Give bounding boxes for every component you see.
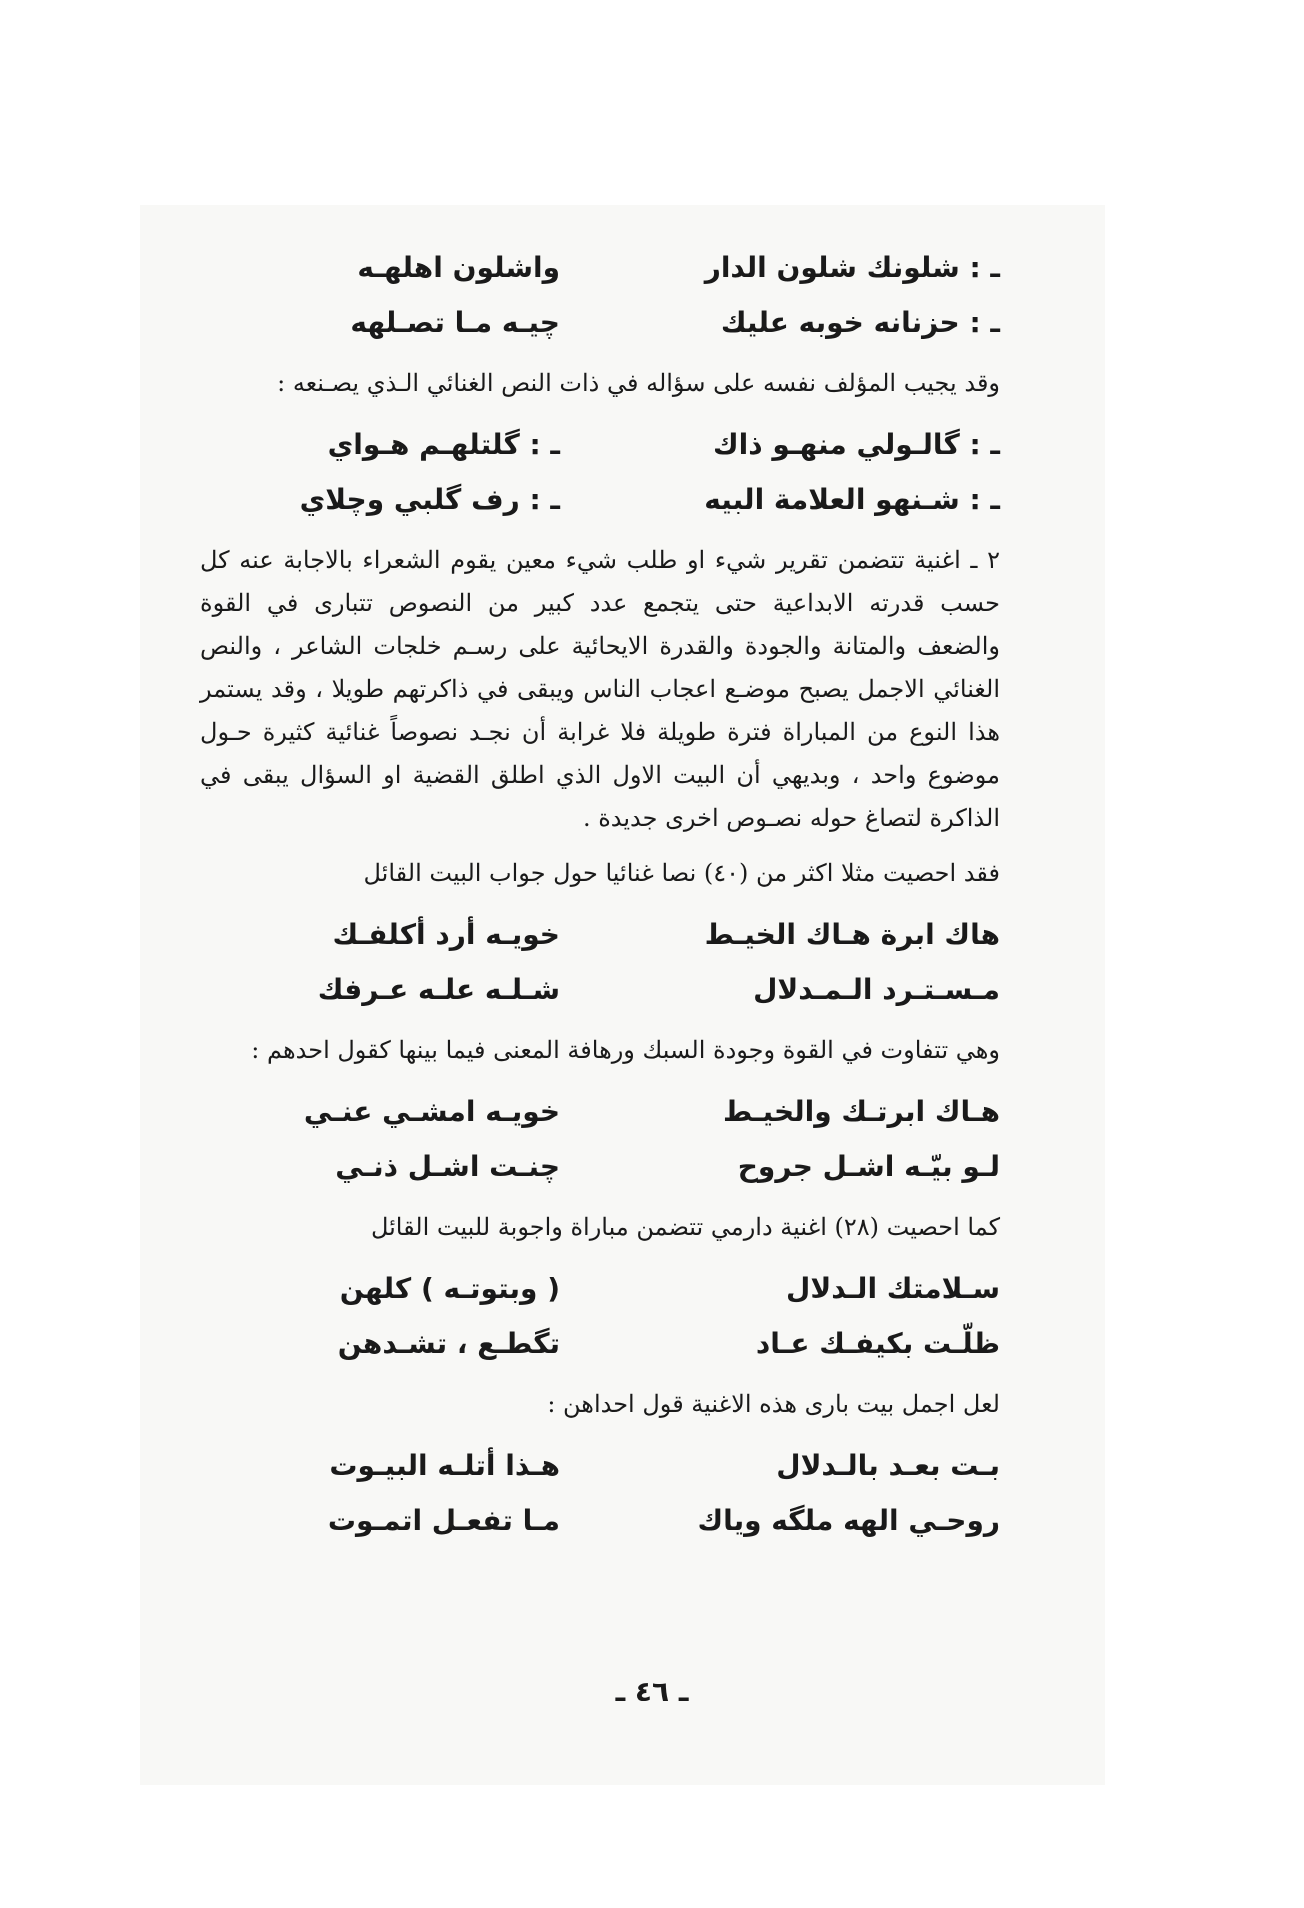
verse-block-4 — [200, 1084, 1000, 1194]
verse-second-hemistich: چيـه مـا تصـلهه — [350, 306, 560, 339]
verse-line — [200, 962, 1000, 1017]
verse-line — [200, 240, 1000, 295]
paragraph: لعل اجمل بيت بارى هذه الاغنية قول احداهن : — [547, 1390, 1000, 1418]
page-content — [200, 240, 1000, 1548]
verse-first-hemistich: هـاك ابرتـك والخيـط — [722, 1095, 1000, 1128]
verse-line — [200, 1261, 1000, 1316]
verse-second-hemistich: خويـه امشـي عنـي — [303, 1095, 560, 1128]
verse-block-2 — [200, 417, 1000, 527]
verse-first-hemistich: بـت بعـد بالـدلال — [776, 1449, 1000, 1482]
paragraph: فقد احصيت مثلا اكثر من (٤٠) نصا غنائيا حول جواب البيت القائل — [363, 859, 1000, 887]
verse-line — [200, 417, 1000, 472]
verse-second-hemistich: واشلون اهلهـه — [357, 251, 560, 284]
verse-line — [200, 907, 1000, 962]
verse-block-3 — [200, 907, 1000, 1017]
verse-second-hemistich: خويـه أرد أكلفـك — [332, 918, 560, 951]
verse-second-hemistich: ـ : رف گلبي وچلاي — [299, 483, 560, 516]
verse-first-hemistich: ـ : شلونك شلون الدار — [704, 251, 1000, 284]
verse-first-hemistich: روحـي الهه ملگه وياك — [697, 1504, 1000, 1537]
verse-block-5 — [200, 1261, 1000, 1371]
verse-line — [200, 1438, 1000, 1493]
verse-first-hemistich: ـ : گالـولي منهـو ذاك — [712, 428, 1000, 461]
verse-second-hemistich: شـلـه علـه عـرفك — [317, 973, 560, 1006]
verse-first-hemistich: سـلامتك الـدلال — [786, 1272, 1000, 1305]
verse-first-hemistich: مـسـتـرد الـمـدلال — [753, 973, 1000, 1006]
verse-second-hemistich: مـا تفعـل اتمـوت — [327, 1504, 560, 1537]
paragraph: وهي تتفاوت في القوة وجودة السبك ورهافة المعنى فيما بينها كقول احدهم : — [251, 1036, 1000, 1064]
verse-second-hemistich: ( وبتوتـه ) كلهن — [339, 1272, 560, 1305]
verse-line — [200, 1493, 1000, 1548]
verse-first-hemistich: لـو بيّـه اشـل جروح — [737, 1150, 1000, 1183]
verse-block-6 — [200, 1438, 1000, 1548]
paragraph: كما احصيت (٢٨) اغنية دارمي تتضمن مباراة واجوبة للبيت القائل — [370, 1213, 1000, 1241]
verse-first-hemistich: ـ : شـنهو العلامة البيه — [704, 483, 1000, 516]
verse-line — [200, 1139, 1000, 1194]
verse-first-hemistich: ظلّـت بكيفـك عـاد — [755, 1327, 1000, 1360]
page-number: ـ ٤٦ ـ — [615, 1675, 689, 1708]
verse-second-hemistich: هـذا أتلـه البيـوت — [329, 1449, 560, 1482]
verse-second-hemistich: تگطـع ، تشـدهن — [337, 1327, 560, 1360]
verse-line — [200, 1084, 1000, 1139]
verse-second-hemistich: چنـت اشـل ذنـي — [335, 1150, 560, 1183]
verse-line — [200, 1316, 1000, 1371]
verse-line — [200, 295, 1000, 350]
verse-block-1 — [200, 240, 1000, 350]
paragraph: وقد يجيب المؤلف نفسه على سؤاله في ذات النص الغنائي الـذي يصـنعه : — [277, 369, 1000, 397]
verse-second-hemistich: ـ : گلتلهـم هـواي — [327, 428, 560, 461]
verse-first-hemistich: هاك ابرة هـاك الخيـط — [704, 918, 1000, 951]
verse-first-hemistich: ـ : حزنانه خوبه عليك — [720, 306, 1000, 339]
verse-line — [200, 472, 1000, 527]
paragraph: ٢ ـ اغنية تتضمن تقرير شيء او طلب شيء معين يقوم الشعراء بالاجابة عنه كل حسب قدرته الابداعية حتى يتجمع عدد كبير من النصوص تتبارى في القوة والضعف والمتانة والجودة والقدرة الايحائية على رسـم خلجات الشاعر ، والنص الغنائي الاجمل يصبح موضـع اعجاب الناس ويبقى في ذاكرتهم طويلا ، وقد يستمر هذا النوع من المباراة فترة طويلة فلا غرابة أن نجـد نصوصاً غنائية كثيرة حـول موضوع واحد ، وبديهي أن البيت الاول الذي اطلق القضية او السؤال يبقى في الذاكرة لتصاغ حوله نصـوص اخرى جديدة . — [200, 546, 1000, 832]
